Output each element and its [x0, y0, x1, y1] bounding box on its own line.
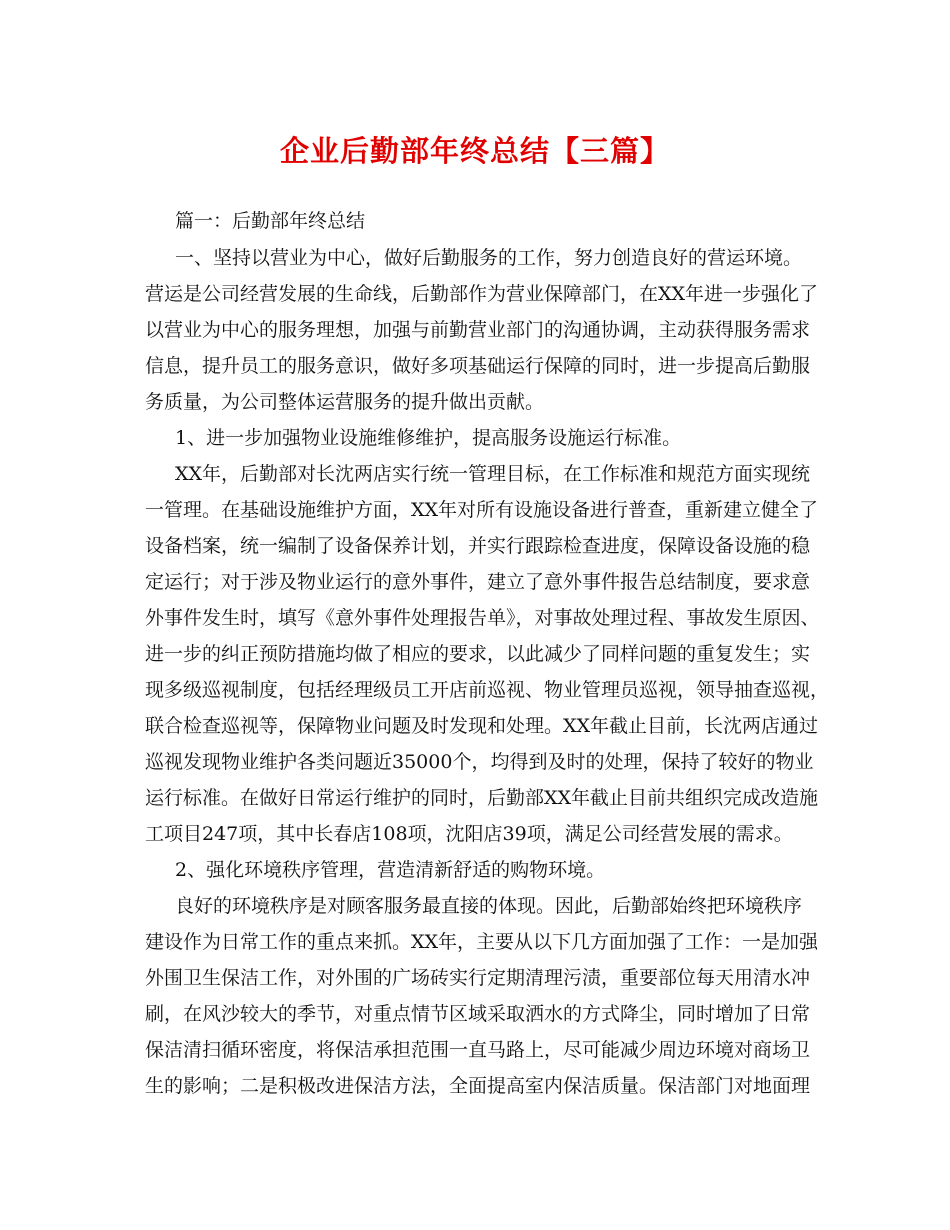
paragraph-line: 营运是公司经营发展的生命线，后勤部作为营业保障部门，在XX年进一步强化了 — [145, 283, 819, 305]
paragraph-line: 巡视发现物业维护各类问题近35000个，均得到及时的处理，保持了较好的物业 — [145, 751, 814, 773]
paragraph-line: 外围卫生保洁工作，对外围的广场砖实行定期清理污渍，重要部位每天用清水冲 — [145, 967, 811, 989]
paragraph-line: 外事件发生时，填写《意外事件处理报告单》，对事故处理过程、事故发生原因、 — [145, 607, 820, 629]
paragraph-line: 现多级巡视制度，包括经理级员工开店前巡视、物业管理员巡视，领导抽查巡视， — [145, 679, 830, 701]
paragraph-line: 务质量，为公司整体运营服务的提升做出贡献。 — [145, 391, 545, 413]
paragraph-line: 一、坚持以营业为中心，做好后勤服务的工作，努力创造良好的营运环境。 — [175, 247, 803, 269]
paragraph-line: 良好的环境秩序是对顾客服务最直接的体现。因此，后勤部始终把环境秩序 — [175, 895, 803, 917]
paragraph-line: 联合检查巡视等，保障物业问题及时发现和处理。XX年截止目前，长沈两店通过 — [145, 715, 819, 737]
document-title: 企业后勤部年终总结【三篇】 — [279, 134, 670, 168]
paragraph-line: 以营业为中心的服务理想，加强与前勤营业部门的沟通协调，主动获得服务需求 — [145, 319, 811, 341]
paragraph-line: XX年，后勤部对长沈两店实行统一管理目标，在工作标准和规范方面实现统 — [175, 463, 811, 485]
paragraph-line: 保洁清扫循环密度，将保洁承担范围一直马路上，尽可能减少周边环境对商场卫 — [145, 1039, 811, 1061]
subsection-heading: 1、进一步加强物业设施维修维护，提高服务设施运行标准。 — [175, 427, 682, 449]
paragraph-line: 进一步的纠正预防措施均做了相应的要求，以此减少了同样问题的重复发生；实 — [145, 643, 811, 665]
paragraph-line: 一管理。在基础设施维护方面，XX年对所有设施设备进行普查，重新建立健全了 — [145, 499, 819, 521]
paragraph-line: 信息，提升员工的服务意识，做好多项基础运行保障的同时，进一步提高后勤服 — [145, 355, 811, 377]
paragraph-line: 定运行；对于涉及物业运行的意外事件，建立了意外事件报告总结制度，要求意 — [145, 571, 811, 593]
paragraph-line: 设备档案，统一编制了设备保养计划，并实行跟踪检查进度，保障设备设施的稳 — [145, 535, 811, 557]
section-heading: 篇一：后勤部年终总结 — [175, 210, 366, 232]
paragraph-line: 工项目247项，其中长春店108项，沈阳店39项，满足公司经营发展的需求。 — [145, 823, 793, 845]
paragraph-line: 建设作为日常工作的重点来抓。XX年，主要从以下几方面加强了工作：一是加强 — [145, 931, 819, 953]
paragraph-line: 运行标准。在做好日常运行维护的同时，后勤部XX年截止目前共组织完成改造施 — [145, 787, 819, 809]
paragraph-line: 刷，在风沙较大的季节，对重点情节区域采取洒水的方式降尘，同时增加了日常 — [145, 1003, 811, 1025]
subsection-heading: 2、强化环境秩序管理，营造清新舒适的购物环境。 — [175, 859, 606, 881]
paragraph-line: 生的影响；二是积极改进保洁方法，全面提高室内保洁质量。保洁部门对地面理 — [145, 1075, 811, 1097]
